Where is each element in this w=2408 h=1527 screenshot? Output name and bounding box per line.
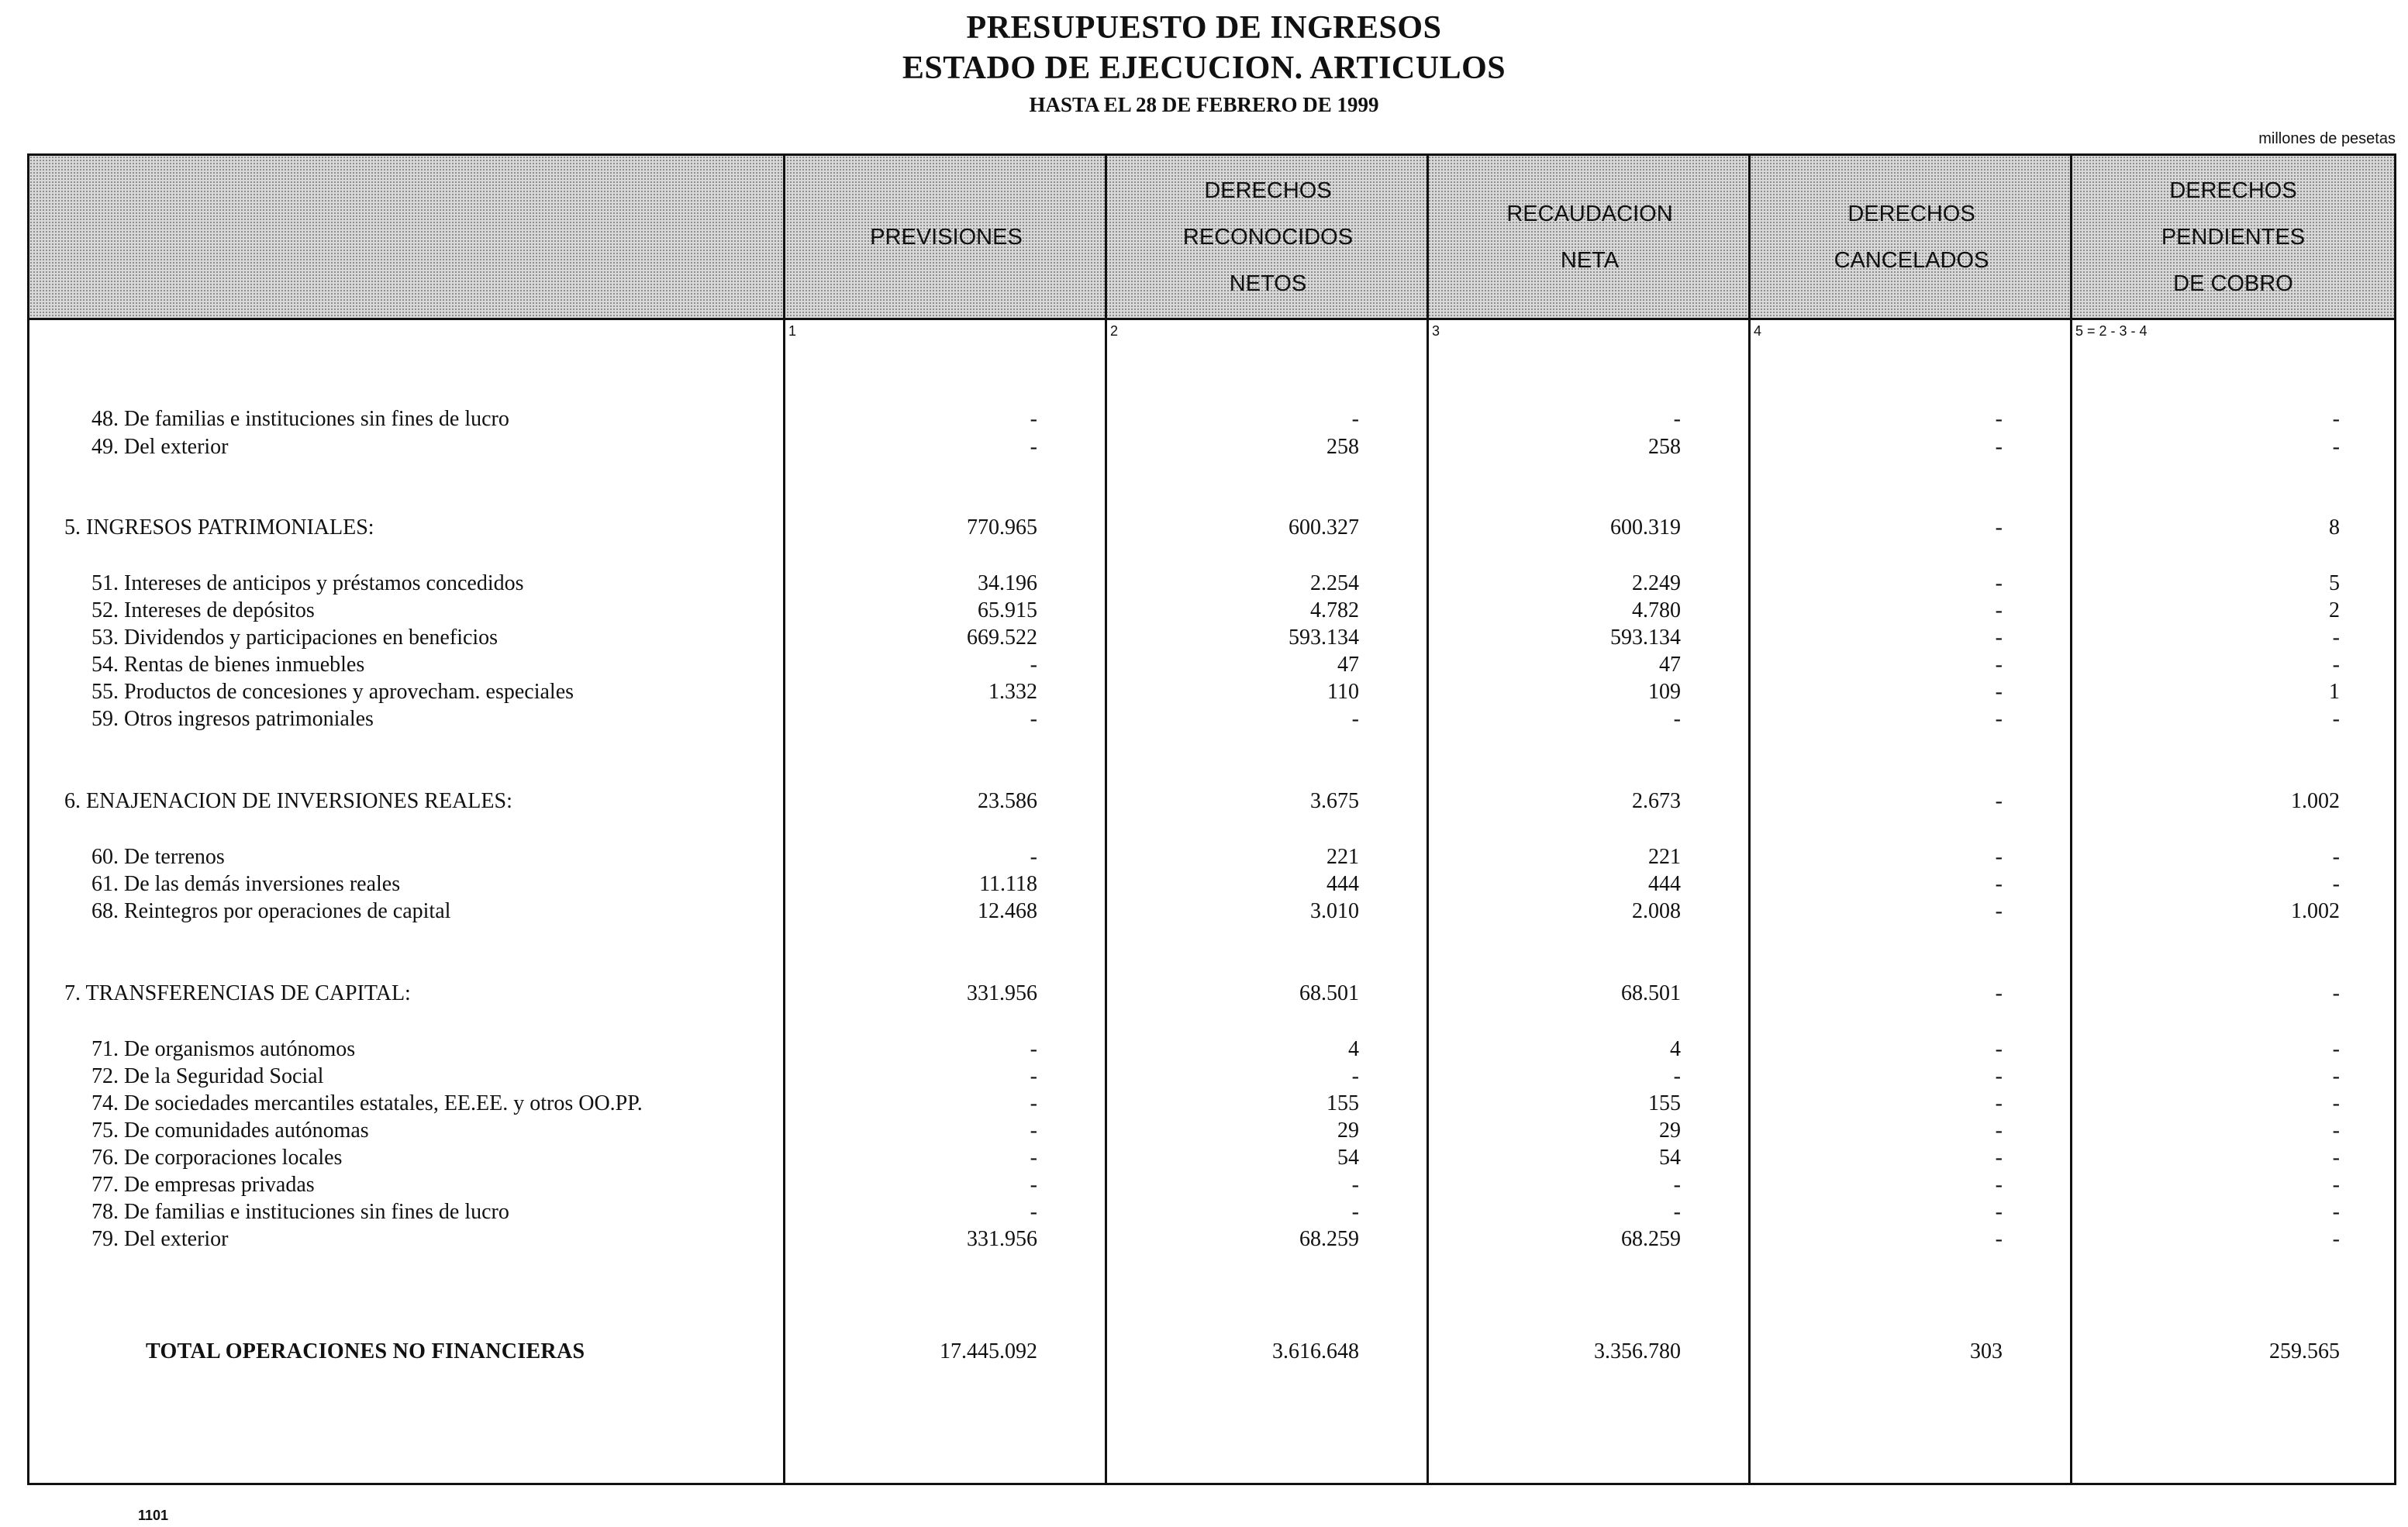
cell-value: 68.501 xyxy=(1621,981,1681,1005)
cell-value: 54 xyxy=(1337,1146,1359,1170)
cell-value: - xyxy=(1030,653,1037,677)
row-label: 79. Del exterior xyxy=(91,1227,229,1251)
cell-value: - xyxy=(1995,407,2003,431)
cell-value: 68.259 xyxy=(1621,1227,1681,1251)
table-row xyxy=(29,1036,2394,1063)
table-row xyxy=(29,651,2394,679)
page-subtitle: HASTA EL 28 DE FEBRERO DE 1999 xyxy=(1029,93,1379,116)
cell-value: - xyxy=(1030,845,1037,869)
cell-value: 1.002 xyxy=(2291,899,2340,923)
cell-value: - xyxy=(1995,1064,2003,1088)
row-label: 78. De familias e instituciones sin fines de lucro xyxy=(91,1200,509,1224)
cell-value: - xyxy=(1995,1146,2003,1170)
cell-value: 600.327 xyxy=(1289,515,1359,539)
cell-value: - xyxy=(1995,515,2003,539)
cell-value: - xyxy=(1995,872,2003,896)
cell-value: 29 xyxy=(1659,1119,1681,1143)
cell-value: - xyxy=(2332,435,2340,459)
cell-value: - xyxy=(2332,845,2340,869)
table-row xyxy=(29,1225,2394,1253)
cell-value: - xyxy=(1673,1200,1681,1224)
column-number: 3 xyxy=(1432,323,1440,339)
cell-value: - xyxy=(2332,407,2340,431)
column-divider xyxy=(783,156,785,1483)
row-label: 60. De terrenos xyxy=(91,845,225,869)
table-row xyxy=(29,678,2394,706)
cell-value: 5 xyxy=(2329,571,2340,595)
cell-value: 3.675 xyxy=(1310,789,1359,813)
table-row xyxy=(29,433,2394,461)
cell-value: - xyxy=(1995,653,2003,677)
cell-value: 47 xyxy=(1659,653,1681,677)
column-number: 1 xyxy=(788,323,797,339)
cell-value: 600.319 xyxy=(1610,515,1681,539)
row-label: 71. De organismos autónomos xyxy=(91,1037,356,1061)
cell-value: 17.445.092 xyxy=(940,1339,1037,1363)
cell-value: - xyxy=(2332,981,2340,1005)
column-header xyxy=(785,156,1107,318)
row-label: 61. De las demás inversiones reales xyxy=(91,872,401,896)
table-row xyxy=(29,570,2394,598)
cell-value: - xyxy=(1673,1173,1681,1197)
cell-value: 2.673 xyxy=(1632,789,1681,813)
cell-value: - xyxy=(1995,707,2003,731)
cell-value: - xyxy=(1995,1119,2003,1143)
column-header-line: NETA xyxy=(1560,247,1620,273)
cell-value: - xyxy=(1030,707,1037,731)
row-label: 59. Otros ingresos patrimoniales xyxy=(91,707,374,731)
row-label: 52. Intereses de depósitos xyxy=(91,598,315,622)
table-row xyxy=(29,1144,2394,1172)
cell-value: 68.259 xyxy=(1299,1227,1359,1251)
cell-value: - xyxy=(1030,1200,1037,1224)
page-title: PRESUPUESTO DE INGRESOS xyxy=(966,10,1442,46)
column-header xyxy=(1751,156,2072,318)
table-row xyxy=(29,1198,2394,1226)
cell-value: - xyxy=(1030,1146,1037,1170)
section-row xyxy=(29,788,2394,815)
row-label: 55. Productos de concesiones y aprovecham. especiales xyxy=(91,680,574,704)
column-divider xyxy=(1427,156,1429,1483)
table-row xyxy=(29,898,2394,926)
cell-value: 47 xyxy=(1337,653,1359,677)
column-header xyxy=(1107,156,1429,318)
units-note: millones de pesetas xyxy=(2258,130,2396,147)
table-row xyxy=(29,1117,2394,1145)
cell-value: 12.468 xyxy=(978,899,1037,923)
cell-value: 331.956 xyxy=(967,1227,1037,1251)
cell-value: - xyxy=(2332,1037,2340,1061)
column-header-line: DERECHOS xyxy=(1204,178,1332,203)
table-row xyxy=(29,597,2394,625)
cell-value: - xyxy=(1995,1037,2003,1061)
column-header-line: NETOS xyxy=(1229,271,1307,296)
cell-value: 1.332 xyxy=(988,680,1037,704)
cell-value: - xyxy=(1995,1091,2003,1115)
section-row xyxy=(29,980,2394,1008)
budget-table xyxy=(27,153,2396,1485)
cell-value: 4 xyxy=(1348,1037,1359,1061)
cell-value: 2 xyxy=(2329,598,2340,622)
column-divider xyxy=(2070,156,2072,1483)
cell-value: 258 xyxy=(1326,435,1359,459)
column-header-line: RECAUDACION xyxy=(1506,201,1673,226)
cell-value: 54 xyxy=(1659,1146,1681,1170)
cell-value: - xyxy=(2332,626,2340,650)
cell-value: 29 xyxy=(1337,1119,1359,1143)
column-divider xyxy=(1105,156,1107,1483)
cell-value: 221 xyxy=(1326,845,1359,869)
cell-value: 109 xyxy=(1648,680,1681,704)
total-row xyxy=(29,1338,2394,1366)
cell-value: 669.522 xyxy=(967,626,1037,650)
cell-value: - xyxy=(1030,407,1037,431)
cell-value: 444 xyxy=(1326,872,1359,896)
cell-value: 331.956 xyxy=(967,981,1037,1005)
row-label: 74. De sociedades mercantiles estatales, EE.EE. y otros OO.PP. xyxy=(91,1091,643,1115)
column-header-line: CANCELADOS xyxy=(1834,247,1989,273)
cell-value: - xyxy=(1351,1173,1359,1197)
row-label: TOTAL OPERACIONES NO FINANCIERAS xyxy=(146,1339,585,1363)
cell-value: 2.249 xyxy=(1632,571,1681,595)
cell-value: 68.501 xyxy=(1299,981,1359,1005)
cell-value: - xyxy=(1030,435,1037,459)
table-row xyxy=(29,624,2394,652)
cell-value: 1.002 xyxy=(2291,789,2340,813)
cell-value: - xyxy=(2332,653,2340,677)
cell-value: 444 xyxy=(1648,872,1681,896)
row-label: 54. Rentas de bienes inmuebles xyxy=(91,653,365,677)
cell-value: 2.254 xyxy=(1310,571,1359,595)
cell-value: - xyxy=(1995,899,2003,923)
cell-value: 65.915 xyxy=(978,598,1037,622)
column-number: 2 xyxy=(1110,323,1119,339)
cell-value: - xyxy=(2332,1091,2340,1115)
column-number: 5 = 2 - 3 - 4 xyxy=(2075,323,2148,339)
cell-value: - xyxy=(1995,598,2003,622)
row-label: 77. De empresas privadas xyxy=(91,1173,315,1197)
cell-value: - xyxy=(1351,1064,1359,1088)
cell-value: 34.196 xyxy=(978,571,1037,595)
cell-value: - xyxy=(2332,872,2340,896)
cell-value: - xyxy=(1351,707,1359,731)
cell-value: 770.965 xyxy=(967,515,1037,539)
page-code: 1101 xyxy=(138,1508,169,1523)
cell-value: - xyxy=(2332,1200,2340,1224)
cell-value: - xyxy=(2332,1146,2340,1170)
row-label: 7. TRANSFERENCIAS DE CAPITAL: xyxy=(64,981,411,1005)
cell-value: - xyxy=(2332,707,2340,731)
column-header xyxy=(2072,156,2394,318)
table-row xyxy=(29,705,2394,733)
row-label: 6. ENAJENACION DE INVERSIONES REALES: xyxy=(64,789,512,813)
table-row xyxy=(29,405,2394,433)
cell-value: - xyxy=(1995,1173,2003,1197)
cell-value: - xyxy=(1995,1227,2003,1251)
column-header-line: PENDIENTES xyxy=(2161,224,2306,250)
cell-value: 11.118 xyxy=(979,872,1037,896)
column-divider xyxy=(1748,156,1751,1483)
cell-value: 303 xyxy=(1970,1339,2003,1363)
table-row xyxy=(29,870,2394,898)
cell-value: - xyxy=(1030,1173,1037,1197)
cell-value: 155 xyxy=(1326,1091,1359,1115)
cell-value: - xyxy=(1673,707,1681,731)
cell-value: - xyxy=(1995,626,2003,650)
cell-value: - xyxy=(1995,981,2003,1005)
cell-value: - xyxy=(1351,407,1359,431)
cell-value: 3.616.648 xyxy=(1272,1339,1359,1363)
cell-value: 221 xyxy=(1648,845,1681,869)
cell-value: - xyxy=(2332,1119,2340,1143)
cell-value: 4.780 xyxy=(1632,598,1681,622)
row-label: 68. Reintegros por operaciones de capital xyxy=(91,899,451,923)
cell-value: 4 xyxy=(1670,1037,1681,1061)
cell-value: 259.565 xyxy=(2269,1339,2340,1363)
cell-value: 258 xyxy=(1648,435,1681,459)
cell-value: - xyxy=(1030,1037,1037,1061)
cell-value: - xyxy=(1995,571,2003,595)
cell-value: 593.134 xyxy=(1610,626,1681,650)
cell-value: 155 xyxy=(1648,1091,1681,1115)
column-number: 4 xyxy=(1754,323,1762,339)
cell-value: - xyxy=(2332,1227,2340,1251)
cell-value: 2.008 xyxy=(1632,899,1681,923)
column-header-line: DERECHOS xyxy=(2169,178,2297,203)
table-row xyxy=(29,1171,2394,1199)
page-title-line2: ESTADO DE EJECUCION. ARTICULOS xyxy=(902,50,1506,86)
cell-value: 8 xyxy=(2329,515,2340,539)
cell-value: 3.356.780 xyxy=(1594,1339,1681,1363)
row-label: 75. De comunidades autónomas xyxy=(91,1119,369,1143)
cell-value: - xyxy=(1995,1200,2003,1224)
cell-value: - xyxy=(1673,407,1681,431)
table-row xyxy=(29,1063,2394,1091)
cell-value: - xyxy=(2332,1173,2340,1197)
cell-value: 593.134 xyxy=(1289,626,1359,650)
column-header xyxy=(1429,156,1751,318)
section-row xyxy=(29,514,2394,542)
cell-value: - xyxy=(2332,1064,2340,1088)
row-label: 5. INGRESOS PATRIMONIALES: xyxy=(64,515,374,539)
row-label: 76. De corporaciones locales xyxy=(91,1146,343,1170)
cell-value: - xyxy=(1030,1064,1037,1088)
column-header-line: PREVISIONES xyxy=(870,224,1023,250)
row-label: 51. Intereses de anticipos y préstamos concedidos xyxy=(91,571,524,595)
cell-value: 4.782 xyxy=(1310,598,1359,622)
column-header-line: RECONOCIDOS xyxy=(1182,224,1354,250)
cell-value: - xyxy=(1030,1091,1037,1115)
cell-value: - xyxy=(1995,789,2003,813)
cell-value: - xyxy=(1030,1119,1037,1143)
row-label: 48. De familias e instituciones sin fines de lucro xyxy=(91,407,509,431)
row-label: 49. Del exterior xyxy=(91,435,229,459)
column-header-line: DE COBRO xyxy=(2173,271,2293,296)
cell-value: - xyxy=(1351,1200,1359,1224)
table-row xyxy=(29,843,2394,871)
cell-value: - xyxy=(1995,680,2003,704)
row-label: 53. Dividendos y participaciones en beneficios xyxy=(91,626,499,650)
cell-value: - xyxy=(1673,1064,1681,1088)
cell-value: 23.586 xyxy=(978,789,1037,813)
table-row xyxy=(29,1090,2394,1118)
cell-value: 110 xyxy=(1327,680,1359,704)
cell-value: 1 xyxy=(2329,680,2340,704)
cell-value: - xyxy=(1995,845,2003,869)
cell-value: 3.010 xyxy=(1310,899,1359,923)
cell-value: - xyxy=(1995,435,2003,459)
row-label: 72. De la Seguridad Social xyxy=(91,1064,324,1088)
column-header-line: DERECHOS xyxy=(1847,201,1975,226)
